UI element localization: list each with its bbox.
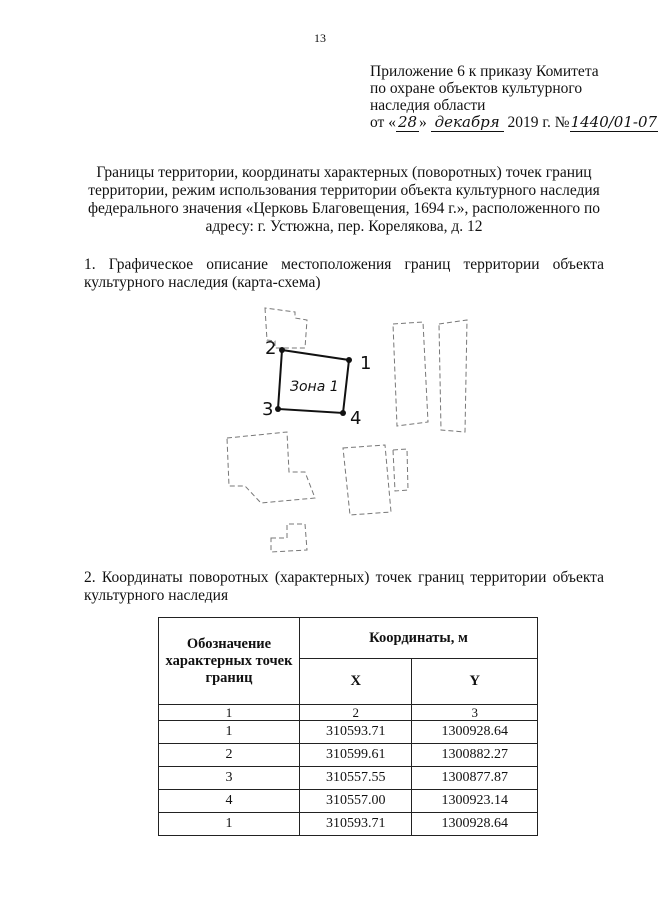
document-title: Границы территории, координаты характерных (поворотных) точек границ территории, режим использования территории объекта культурного наследия федерального значения «Церковь Благовещения, 1694 г.», расположенного по адресу: г. Устюжна, пер. Корелякова, д. 12 <box>87 164 601 235</box>
appendix-line-2: по охране объектов культурного <box>370 80 583 97</box>
header-y: Y <box>412 659 538 705</box>
table-row <box>159 790 538 813</box>
point-cell: 3 <box>159 767 300 790</box>
point-cell: 2 <box>159 744 300 767</box>
point-label-1: 1 <box>360 353 372 374</box>
boundary-point-marker <box>275 406 281 412</box>
x-cell: 310593.71 <box>300 813 412 836</box>
coordinates-table <box>158 617 538 836</box>
date-prefix: от « <box>370 114 396 131</box>
boundary-point-marker <box>279 347 285 353</box>
point-cell: 4 <box>159 790 300 813</box>
point-label-3: 3 <box>262 399 274 420</box>
appendix-line-1: Приложение 6 к приказу Комитета <box>370 63 599 80</box>
point-label-4: 4 <box>350 408 362 429</box>
table-row <box>159 744 538 767</box>
x-cell: 310599.61 <box>300 744 412 767</box>
table-row <box>159 767 538 790</box>
point-label-2: 2 <box>265 338 277 359</box>
map-building-outline <box>439 320 467 432</box>
y-cell: 1300923.14 <box>412 790 538 813</box>
column-numbers-row <box>159 705 538 721</box>
point-cell: 1 <box>159 813 300 836</box>
x-cell: 310557.55 <box>300 767 412 790</box>
header-coordinates: Координаты, м <box>300 618 538 659</box>
x-cell: 310557.00 <box>300 790 412 813</box>
appendix-date-line <box>370 113 658 132</box>
date-year: 2019 г. № <box>507 114 570 131</box>
boundary-point-marker <box>340 410 346 416</box>
section-1-heading: 1. Графическое описание местоположения границ территории объекта культурного наследия (карта-схема) <box>84 256 604 291</box>
section-2-heading: 2. Координаты поворотных (характерных) точек границ территории объекта культурного наследия <box>84 569 604 604</box>
column-number: 2 <box>300 705 412 721</box>
territory-map <box>215 300 505 565</box>
map-building-outline <box>393 322 428 426</box>
header-x: X <box>300 659 412 705</box>
y-cell: 1300882.27 <box>412 744 538 767</box>
y-cell: 1300928.64 <box>412 813 538 836</box>
order-number-handwritten: 1440/01-07 <box>570 113 658 131</box>
boundary-point-marker <box>346 357 352 363</box>
point-cell: 1 <box>159 721 300 744</box>
zone-label: Зона 1 <box>290 379 339 395</box>
header-designation: Обозначение характерных точек границ <box>159 618 300 705</box>
page-number: 13 <box>314 31 326 45</box>
map-building-outline <box>393 449 408 491</box>
column-number: 1 <box>159 705 300 721</box>
appendix-header <box>370 63 658 132</box>
date-close: » <box>419 114 427 131</box>
map-building-outline <box>343 445 391 515</box>
map-building-outline <box>271 524 307 552</box>
table-row <box>159 813 538 836</box>
y-cell: 1300877.87 <box>412 767 538 790</box>
date-day-handwritten: 28 <box>397 113 418 131</box>
map-building-outline <box>227 432 315 503</box>
appendix-line-3: наследия области <box>370 97 486 114</box>
y-cell: 1300928.64 <box>412 721 538 744</box>
table-row <box>159 721 538 744</box>
date-month-handwritten: декабря <box>431 114 504 132</box>
column-number: 3 <box>412 705 538 721</box>
x-cell: 310593.71 <box>300 721 412 744</box>
